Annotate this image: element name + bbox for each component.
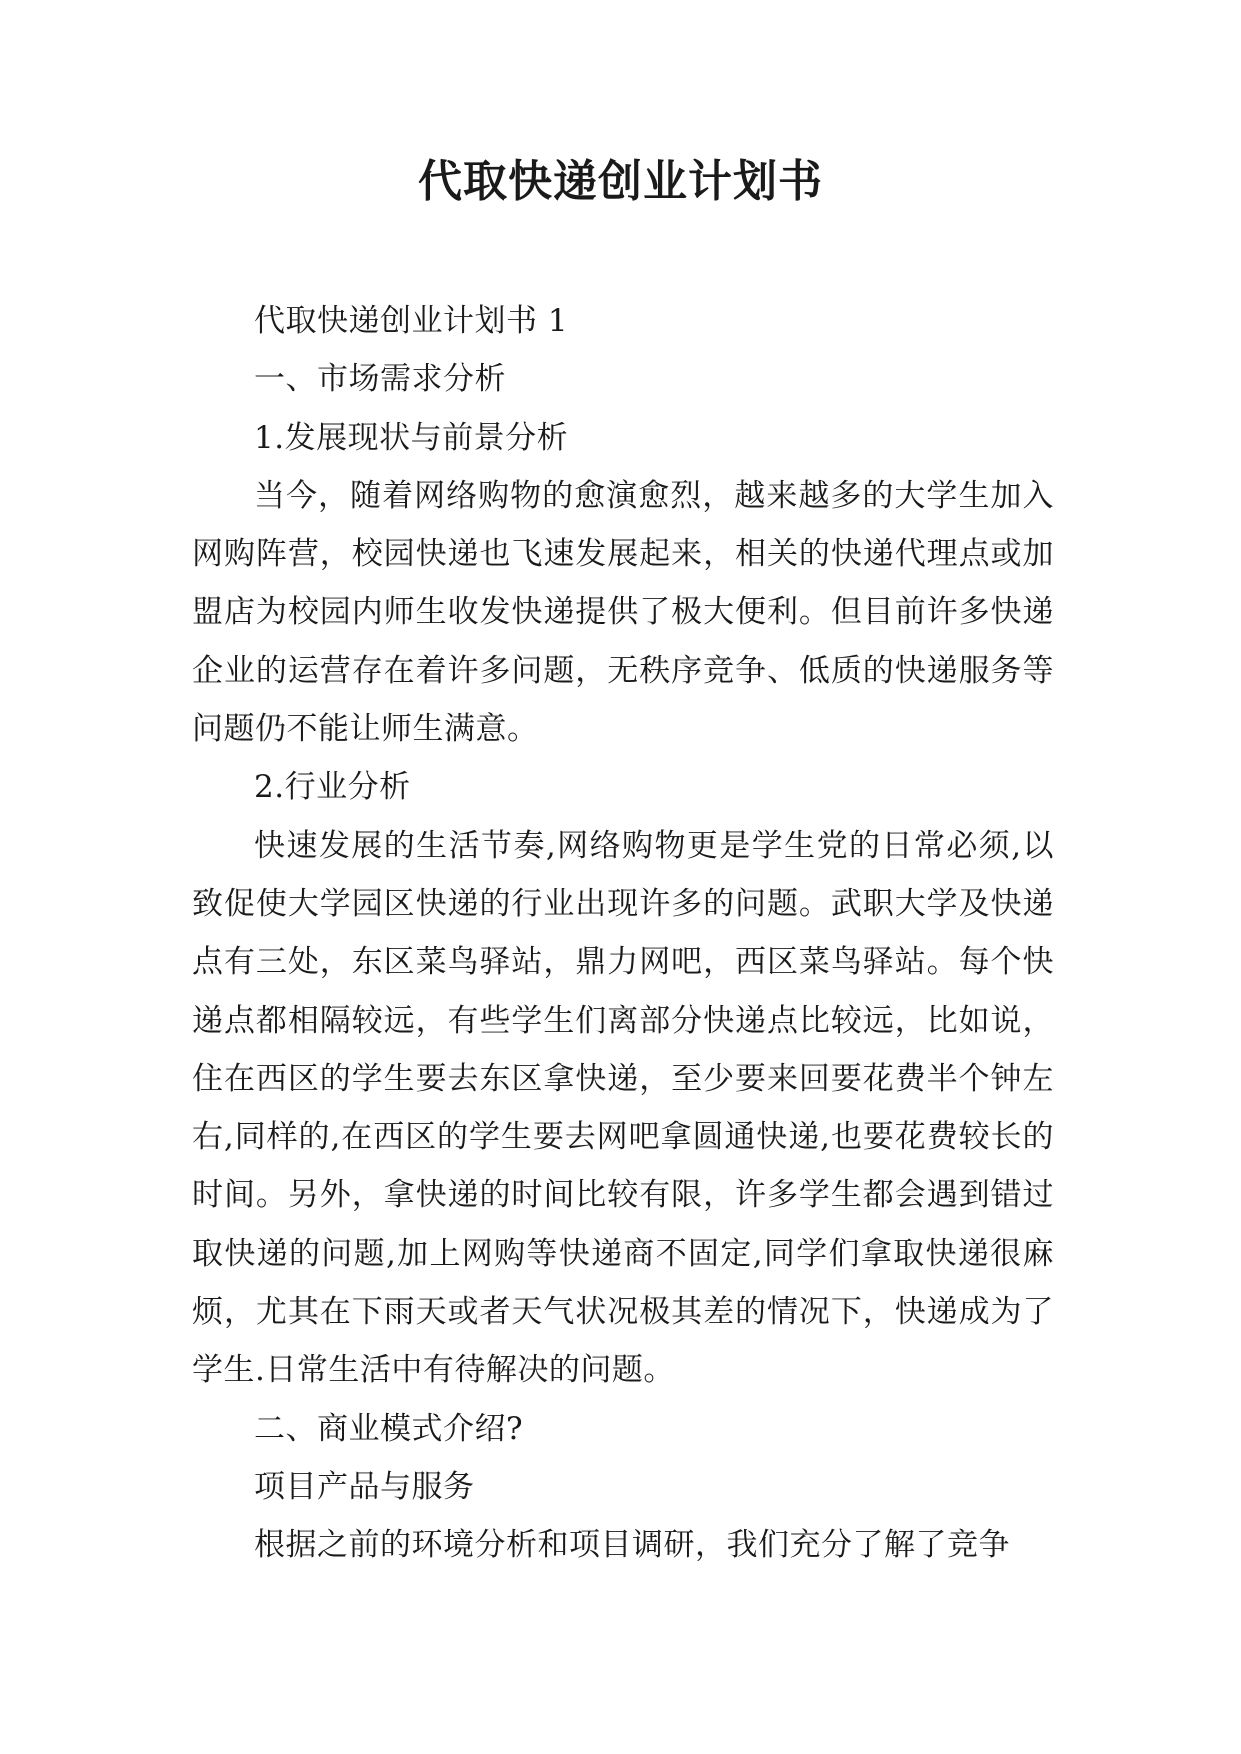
document-title: 代取快递创业计划书 bbox=[418, 156, 823, 207]
paragraph-subsection-1-heading: 1.发展现状与前景分析 bbox=[254, 419, 569, 456]
paragraph-section-2-heading: 二、商业模式介绍? bbox=[254, 1410, 524, 1447]
paragraph-section-1-heading: 一、市场需求分析 bbox=[254, 361, 506, 398]
paragraph-plan-heading: 代取快递创业计划书 1 bbox=[254, 303, 569, 339]
paragraph-subsection-2-heading: 2.行业分析 bbox=[254, 769, 411, 806]
paragraph-products-heading: 项目产品与服务 bbox=[254, 1468, 475, 1505]
paragraph-development-status: 当今，随着网络购物的愈演愈烈，越来越多的大学生加入网购阵营，校园快递也飞速发展起来，相关的快递代理点或加盟店为校园内师生收发快递提供了极大便利。但目前许多快递企业的运营存在着许多问题，无秩序竞争、低质的快递服务等问题仍不能让师生满意。 bbox=[192, 477, 1054, 748]
paragraph-industry-analysis: 快速发展的生活节奏,网络购物更是学生党的日常必须,以致促使大学园区快递的行业出现许多的问题。武职大学及快递点有三处，东区菜鸟驿站，鼎力网吧，西区菜鸟驿站。每个快递点都相隔较远，有些学生们离部分快递点比较远，比如说，住在西区的学生要去东区拿快递，至少要来回要花费半个钟左右,同样的,在西区的学生要去网吧拿圆通快递,也要花费较长的时间。另外，拿快递的时间比较有限，许多学生都会遇到错过取快递的问题,加上网购等快递商不固定,同学们拿取快递很麻烦，尤其在下雨天或者天气状况极其差的情况下，快递成为了学生.日常生活中有待解决的问题。 bbox=[192, 827, 1054, 1389]
document-body bbox=[192, 292, 1054, 1575]
paragraph-products-intro: 根据之前的环境分析和项目调研，我们充分了解了竞争 bbox=[254, 1527, 1010, 1564]
